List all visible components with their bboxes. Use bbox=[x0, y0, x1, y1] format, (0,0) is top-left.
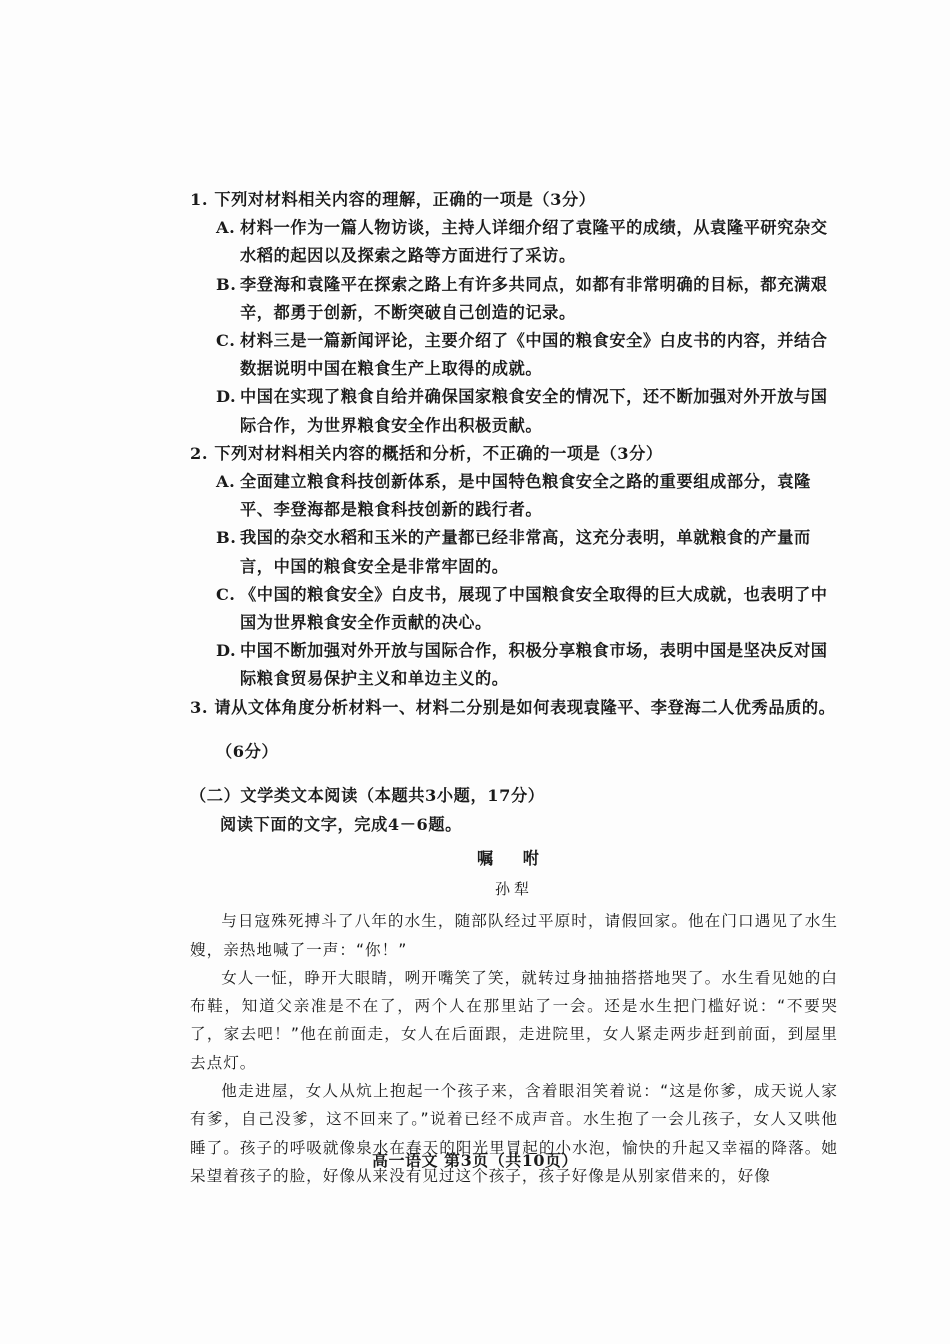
option-text: 中国在实现了粮食自给并确保国家粮食安全的情况下，还不断加强对外开放与国际合作，为世界粮食安全作出积极贡献。 bbox=[240, 387, 828, 435]
reading-instruction: 阅读下面的文字，完成4－6题。 bbox=[220, 814, 462, 834]
story-paragraph: 女人一怔，睁开大眼睛，咧开嘴笑了笑，就转过身抽抽搭搭地哭了。水生看见她的白布鞋，知道父亲准是不在了，两个人在那里站了一会。还是水生把门槛好说：“不要哭了，家去吧！”他在前面走，女人在后面跟，走进院里，女人紧走两步赶到前面，到屋里去点灯。 bbox=[190, 968, 838, 1072]
question-1-option-a bbox=[190, 214, 838, 270]
question-1-option-b bbox=[190, 271, 838, 327]
question-2-stem: 2. 下列对材料相关内容的概括和分析，不正确的一项是（3分） bbox=[190, 443, 663, 463]
question-2-option-d bbox=[190, 637, 838, 693]
option-text: 材料三是一篇新闻评论，主要介绍了《中国的粮食安全》白皮书的内容，并结合数据说明中国在粮食生产上取得的成就。 bbox=[240, 331, 828, 379]
option-label: B. bbox=[216, 274, 237, 294]
option-text: 全面建立粮食科技创新体系，是中国特色粮食安全之路的重要组成部分，袁隆平、李登海都是粮食科技创新的践行者。 bbox=[240, 472, 811, 520]
page-content bbox=[190, 186, 838, 1190]
option-label: B. bbox=[216, 528, 237, 548]
story-paragraph: 他走进屋，女人从炕上抱起一个孩子来，含着眼泪笑着说：“这是你爹，成天说人家有爹，自己没爹，这不回来了。”说着已经不成声音。水生抱了一会儿孩子，女人又哄他睡了。孩子的呼吸就像泉水在春天的阳光里冒起的小水泡，愉快的升起又幸福的降落。她呆望着孩子的脸，好像从来没有见过这个孩子，孩子好像是从别家借来的，好像 bbox=[190, 1082, 838, 1185]
option-label: C. bbox=[216, 331, 236, 351]
story-paragraph: 与日寇殊死搏斗了八年的水生，随部队经过平原时，请假回家。他在门口遇见了水生嫂，亲热地喊了一声：“你！” bbox=[190, 912, 838, 959]
option-label: C. bbox=[216, 584, 236, 604]
option-text: 我国的杂交水稻和玉米的产量都已经非常高，这充分表明，单就粮食的产量而言，中国的粮食安全是非常牢固的。 bbox=[240, 528, 811, 576]
option-text: 《中国的粮食安全》白皮书，展现了中国粮食安全取得的巨大成就，也表明了中国为世界粮食安全作贡献的决心。 bbox=[240, 584, 828, 633]
option-text: 材料一作为一篇人物访谈，主持人详细介绍了袁隆平的成绩，从袁隆平研究杂交水稻的起因以及探索之路等方面进行了采访。 bbox=[240, 218, 828, 266]
question-2-option-c bbox=[190, 581, 838, 637]
story-author: 孙犁 bbox=[494, 880, 533, 899]
question-2-option-b bbox=[190, 524, 838, 580]
question-3-stem: 3. 请从文体角度分析材料一、材料二分别是如何表现袁隆平、李登海二人优秀品质的。 bbox=[190, 697, 836, 717]
option-label: A. bbox=[216, 218, 236, 238]
option-text: 中国不断加强对外开放与国际合作，积极分享粮食市场，表明中国是坚决反对国际粮食贸易保护主义和单边主义的。 bbox=[240, 641, 828, 689]
option-label: A. bbox=[216, 472, 236, 492]
page-footer: 高一语文 第3页（共10页） bbox=[372, 1151, 578, 1170]
question-1-option-c bbox=[190, 327, 838, 383]
story-title: 嘱 咐 bbox=[476, 848, 551, 868]
option-text: 李登海和袁隆平在探索之路上有许多共同点，如都有非常明确的目标，都充满艰辛，都勇于创新，不断突破自己创造的记录。 bbox=[240, 274, 828, 322]
question-1-option-d bbox=[190, 383, 838, 439]
section-heading: （二）文学类文本阅读（本题共3小题，17分） bbox=[190, 786, 545, 806]
option-label: D. bbox=[216, 387, 237, 407]
question-3-points: （6分） bbox=[216, 742, 279, 762]
question-2-option-a bbox=[190, 468, 838, 524]
option-label: D. bbox=[216, 641, 237, 661]
question-1-stem: 1. 下列对材料相关内容的理解，正确的一项是（3分） bbox=[190, 190, 596, 209]
